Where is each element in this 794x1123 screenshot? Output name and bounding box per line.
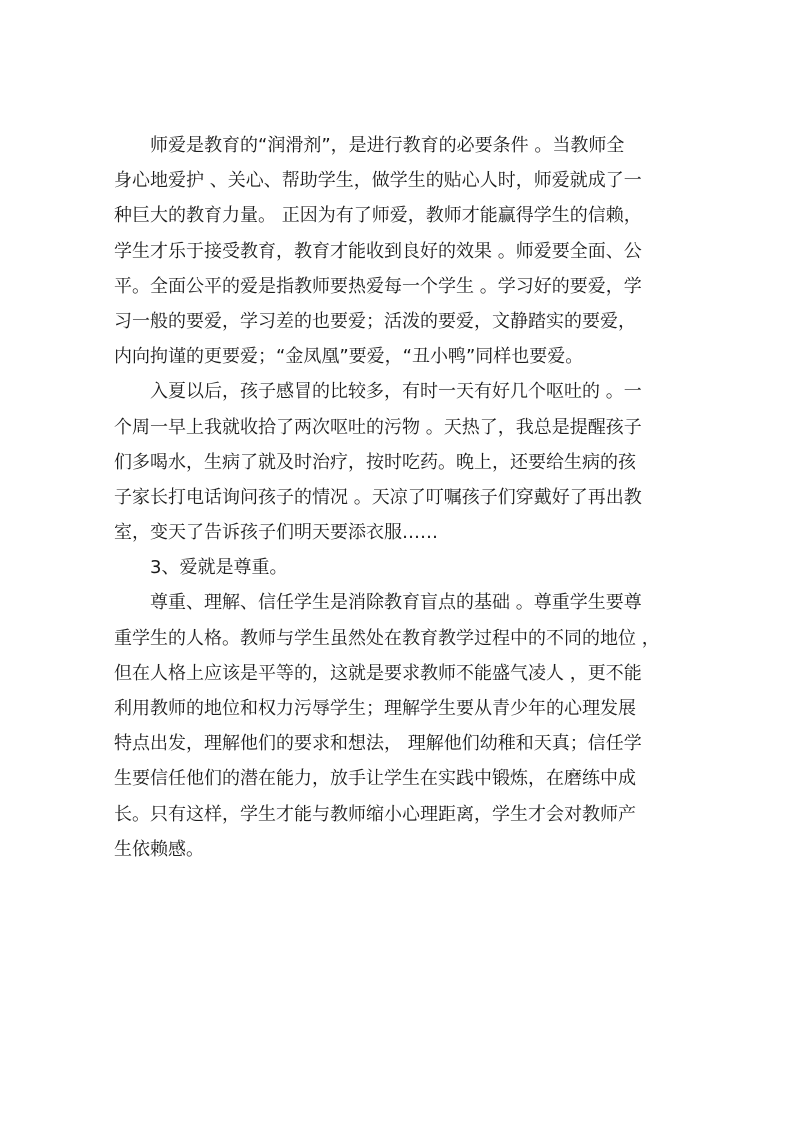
body-text xyxy=(114,128,674,867)
text-line: 个周一早上我就收拾了两次呕吐的污物 。天热了，我总是提醒孩子 xyxy=(114,416,642,438)
section-heading: 3、爱就是尊重。 xyxy=(150,557,288,579)
text-line: 习一般的要爱，学习差的也要爱；活泼的要爱，文静踏实的要爱， xyxy=(114,310,636,332)
text-line: 们多喝水，生病了就及时治疗，按时吃药。晚上，还要给生病的孩 xyxy=(114,451,636,473)
text-line: 生依赖感。 xyxy=(114,838,204,860)
text-line: 种巨大的教育力量。 正因为有了师爱，教师才能赢得学生的信赖， xyxy=(114,205,642,227)
text-line: 尊重、理解、信任学生是消除教育盲点的基础 。尊重学生要尊 xyxy=(150,592,642,614)
text-line: 平。全面公平的爱是指教师要热爱每一个学生 。学习好的要爱，学 xyxy=(114,275,642,297)
text-line: 生要信任他们的潜在能力，放手让学生在实践中锻炼，在磨练中成 xyxy=(114,768,636,790)
text-line: 内向拘谨的更要爱；“金凤凰”要爱，“丑小鸭”同样也要爱。 xyxy=(114,346,584,368)
text-line: 利用教师的地位和权力污辱学生；理解学生要从青少年的心理发展 xyxy=(114,698,636,719)
text-line: 但在人格上应该是平等的，这就是要求教师不能盛气凌人 ，更不能 xyxy=(114,662,642,684)
text-line: 室，变天了告诉孩子们明天要添衣服…… xyxy=(114,522,438,544)
text-line: 入夏以后，孩子感冒的比较多，有时一天有好几个呕吐的 。一 xyxy=(150,381,642,403)
text-line: 学生才乐于接受教育，教育才能收到良好的效果 。师爱要全面、公 xyxy=(114,240,642,262)
text-line: 特点出发，理解他们的要求和想法， 理解他们幼稚和天真；信任学 xyxy=(114,733,642,755)
text-line: 身心地爱护 、关心、帮助学生，做学生的贴心人时，师爱就成了一 xyxy=(114,170,642,192)
text-line: 子家长打电话询问孩子的情况 。天凉了叮嘱孩子们穿戴好了再出教 xyxy=(114,486,642,508)
text-line: 长。只有这样，学生才能与教师缩小心理距离，学生才会对教师产 xyxy=(114,803,636,825)
text-line: 师爱是教育的“润滑剂”，是进行教育的必要条件 。当教师全 xyxy=(150,135,625,156)
text-line: 重学生的人格。教师与学生虽然处在教育教学过程中的不同的地位 ， xyxy=(114,627,660,649)
